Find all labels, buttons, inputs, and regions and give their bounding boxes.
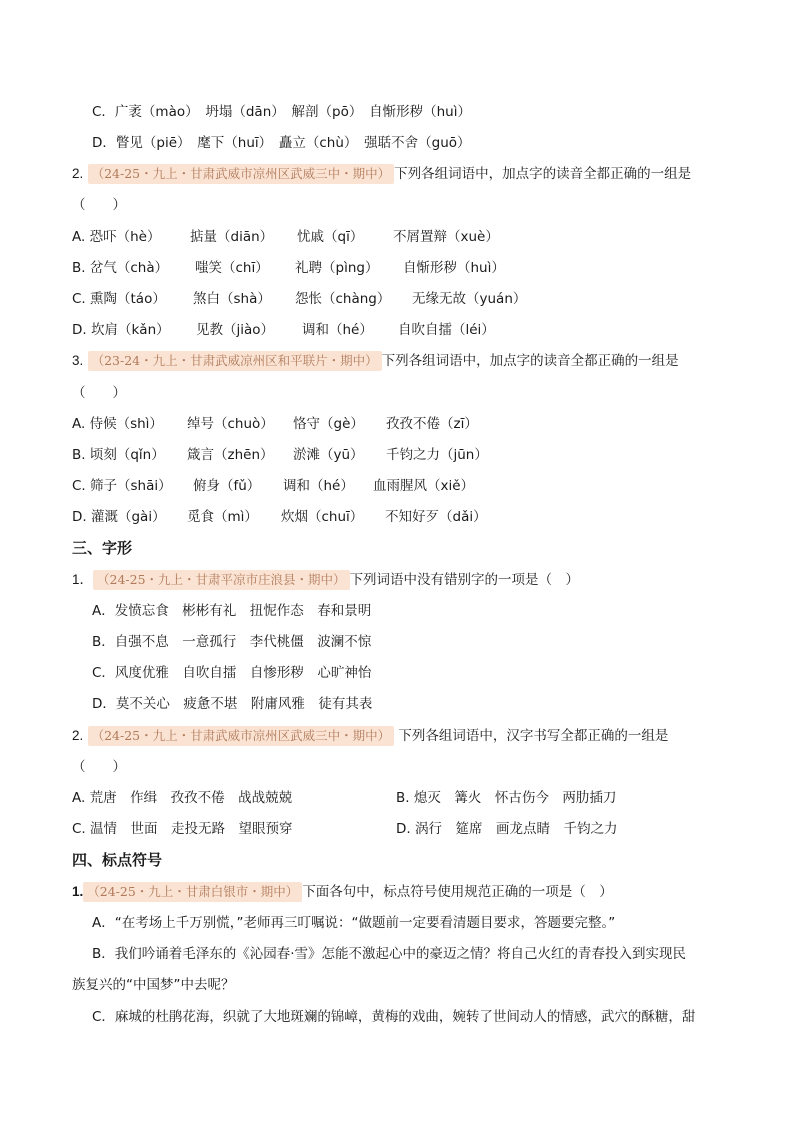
s3-q1-option-b: B．自强不息 一意孤行 李代桃僵 波澜不惊 bbox=[92, 634, 372, 650]
q3-option-c-2: 俯身（fǔ） bbox=[193, 478, 261, 494]
s3-q2-option-b: B. 熄灭 篝火 怀古伤今 两肋插刀 bbox=[396, 790, 617, 806]
section-heading-punctuation: 四、标点符号 bbox=[72, 851, 163, 869]
section-heading-glyph: 三、字形 bbox=[72, 539, 133, 557]
q3-option-a-2: 绰号（chuò） bbox=[187, 416, 274, 432]
q3-option-b-1: B. 顷刻（qǐn） bbox=[72, 447, 165, 463]
question-text: 下面各句中，标点符号使用规范正确的一项是（ ） bbox=[302, 884, 613, 900]
s4-q1-option-a: A．“在考场上千万别慌，”老师再三叮嘱说：“做题前一定要看清题目要求，答题要完整。” bbox=[92, 915, 616, 931]
s3-q1-option-c: C．风度优雅 自吹自擂 自惨形秽 心旷神怡 bbox=[92, 665, 372, 681]
question-text: 下列各组词语中，汉字书写全都正确的一组是 bbox=[398, 728, 669, 744]
q2-option-c-2: 煞白（shà） bbox=[193, 291, 271, 307]
q3-option-a-4: 孜孜不倦（zī） bbox=[386, 416, 478, 432]
s3-q2-option-a: A. 荒唐 作缉 孜孜不倦 战战兢兢 bbox=[72, 790, 293, 806]
q2-option-b-1: B. 岔气（chà） bbox=[72, 260, 169, 276]
q2-option-b-4: 自惭形秽（huì） bbox=[403, 260, 505, 276]
question-text: 下列各组词语中，加点字的读音全都正确的一组是 bbox=[394, 166, 692, 182]
s3-q1-option-d: D．莫不关心 疲惫不堪 附庸风雅 徒有其表 bbox=[92, 696, 373, 712]
q2-option-c-4: 无缘无故（yuán） bbox=[412, 291, 527, 307]
s4-question-1-stem bbox=[72, 882, 613, 902]
source-tag: （24-25・九上・甘肃武威市凉州区武威三中・期中） bbox=[88, 164, 395, 184]
q2-option-d-3: 调和（hé） bbox=[302, 322, 373, 338]
q2-option-a-2: 掂量（diān） bbox=[190, 229, 274, 245]
q2-option-c-3: 怨怅（chàng） bbox=[295, 291, 391, 307]
question-number: 1． bbox=[72, 572, 94, 587]
question-number: 2. bbox=[72, 728, 84, 743]
answer-paren: （ ） bbox=[72, 759, 126, 775]
option-c-top: C．广袤（mào） 坍塌（dān） 解剖（pō） 自惭形秽（huì） bbox=[92, 104, 471, 120]
answer-paren: （ ） bbox=[72, 197, 126, 213]
q3-option-a-3: 恪守（gè） bbox=[293, 416, 364, 432]
q3-option-b-3: 淤滩（yū） bbox=[293, 447, 364, 463]
question-text: 下列词语中没有错别字的一项是（ ） bbox=[349, 572, 580, 588]
q3-option-c-1: C. 筛子（shāi） bbox=[72, 478, 172, 494]
q3-option-c-3: 调和（hé） bbox=[283, 478, 354, 494]
q2-option-d-4: 自吹自擂（léi） bbox=[398, 322, 495, 338]
q2-option-b-3: 礼聘（pìng） bbox=[295, 260, 379, 276]
q2-option-c-1: C. 熏陶（táo） bbox=[72, 291, 166, 307]
q2-option-b-2: 嗤笑（chī） bbox=[195, 260, 269, 276]
q3-option-b-4: 千钧之力（jūn） bbox=[386, 447, 488, 463]
s4-q1-option-b-line1: B．我们吟诵着毛泽东的《沁园春·雪》怎能不激起心中的豪迈之情？将自己火红的青春投入到实现民 bbox=[92, 946, 687, 962]
s4-q1-option-c: C．麻城的杜鹃花海，织就了大地斑斓的锦嶂，黄梅的戏曲，婉转了世间动人的情感，武穴的酥糖，甜 bbox=[92, 1009, 696, 1025]
q3-option-c-4: 血雨腥风（xiě） bbox=[373, 478, 475, 494]
s4-q1-option-b-line2: 族复兴的“中国梦”中去呢？ bbox=[72, 977, 235, 993]
q2-option-a-3: 忧戚（qī） bbox=[297, 229, 364, 245]
s3-question-2-stem bbox=[72, 726, 668, 746]
source-tag: （24-25・九上・甘肃白银市・期中） bbox=[83, 882, 302, 902]
q3-option-d-2: 觅食（mì） bbox=[187, 509, 258, 525]
option-d-top: D．瞥见（piē） 麾下（huī） 矗立（chù） 强聒不舍（guō） bbox=[92, 135, 471, 151]
s3-q1-option-a: A．发愤忘食 彬彬有礼 扭怩作态 春和景明 bbox=[92, 603, 372, 619]
source-tag: （24-25・九上・甘肃武威市凉州区武威三中・期中） bbox=[88, 726, 395, 746]
question-3-stem bbox=[72, 351, 679, 371]
source-tag: （23-24・九上・甘肃武威凉州区和平联片・期中） bbox=[88, 351, 382, 371]
q3-option-a-1: A. 侍候（shì） bbox=[72, 416, 163, 432]
question-number: 3. bbox=[72, 353, 84, 368]
question-number: 1. bbox=[72, 884, 84, 899]
q2-option-a-4: 不屑置辩（xuè） bbox=[393, 229, 499, 245]
question-2-stem bbox=[72, 164, 691, 184]
q3-option-d-3: 炊烟（chuī） bbox=[281, 509, 364, 525]
source-tag: （24-25・九上・甘肃平凉市庄浪县・期中） bbox=[93, 570, 350, 590]
q2-option-d-1: D. 坎肩（kǎn） bbox=[72, 322, 170, 338]
q2-option-d-2: 见教（jiào） bbox=[196, 322, 275, 338]
question-text: 下列各组词语中，加点字的读音全都正确的一组是 bbox=[381, 353, 679, 369]
q3-option-b-2: 箴言（zhēn） bbox=[187, 447, 274, 463]
q3-option-d-4: 不知好歹（dǎi） bbox=[385, 509, 487, 525]
s3-question-1-stem bbox=[72, 570, 579, 590]
question-number: 2. bbox=[72, 166, 84, 181]
q2-option-a-1: A. 恐吓（hè） bbox=[72, 229, 161, 245]
q3-option-d-1: D. 灌溉（gài） bbox=[72, 509, 166, 525]
s3-q2-option-c: C. 温情 世面 走投无路 望眼预穿 bbox=[72, 821, 293, 837]
answer-paren: （ ） bbox=[72, 385, 126, 401]
s3-q2-option-d: D. 涡行 筵席 画龙点睛 千钧之力 bbox=[396, 821, 618, 837]
